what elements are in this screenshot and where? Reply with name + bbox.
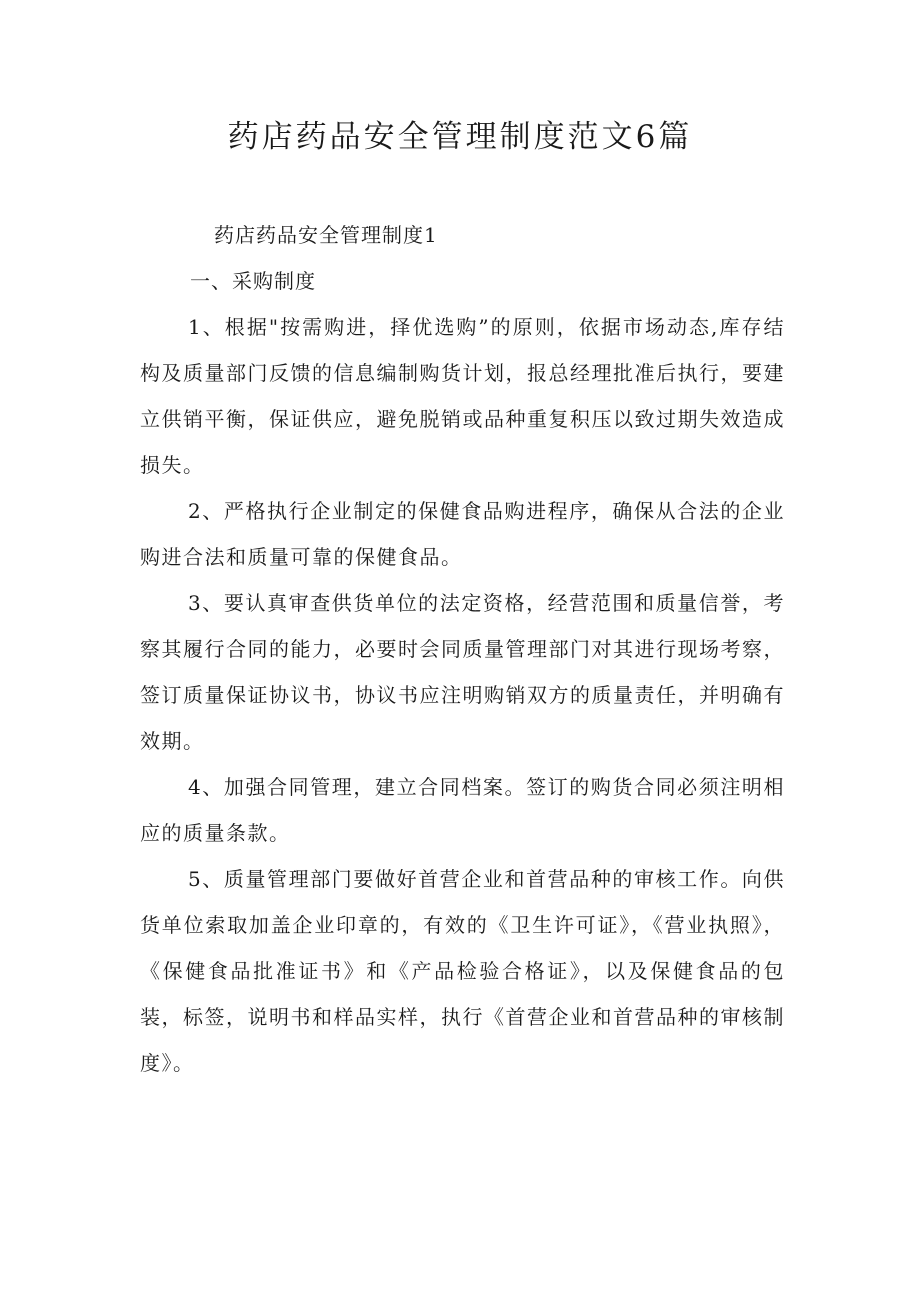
- paragraph-2: 2、严格执行企业制定的保健食品购进程序，确保从合法的企业购进合法和质量可靠的保健食品。: [140, 499, 785, 569]
- page-title: 药店药品安全管理制度范文6篇: [227, 119, 693, 155]
- paragraph-1: 1、根据"按需购进，择优选购”的原则，依据市场动态,库存结构及质量部门反馈的信息编制购货计划，报总经理批准后执行，要建立供销平衡，保证供应，避免脱销或品种重复积压以致过期失效造成损失。: [140, 315, 785, 477]
- paragraph-3: 3、要认真审查供货单位的法定资格，经营范围和质量信誉，考察其履行合同的能力，必要时会同质量管理部门对其进行现场考察，签订质量保证协议书，协议书应注明购销双方的质量责任，并明确有效期。: [140, 591, 785, 753]
- document-body: [140, 212, 785, 1086]
- section-heading: 一、采购制度: [190, 269, 316, 293]
- paragraph-4: 4、加强合同管理，建立合同档案。签订的购货合同必须注明相应的质量条款。: [140, 775, 785, 845]
- document-subheading: 药店药品安全管理制度1: [214, 223, 438, 247]
- paragraph-5: 5、质量管理部门要做好首营企业和首营品种的审核工作。向供货单位索取加盖企业印章的，有效的《卫生许可证》，《营业执照》，《保健食品批准证书》和《产品检验合格证》，以及保健食品的包装，标签，说明书和样品实样，执行《首营企业和首营品种的审核制度》。: [140, 867, 785, 1075]
